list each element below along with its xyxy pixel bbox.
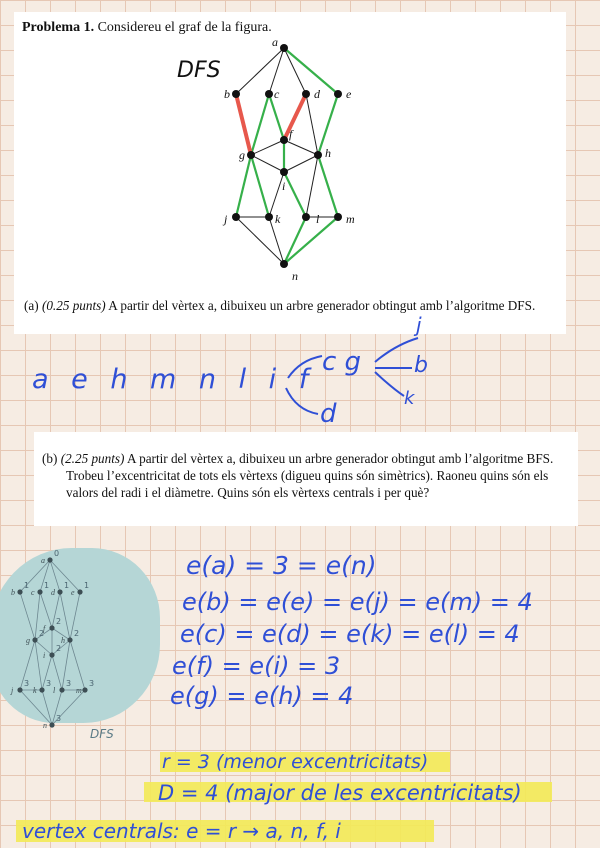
graph-node-label-j: j (224, 212, 228, 226)
problem-text: Considereu el graf de la figura. (97, 20, 272, 35)
graph-node-label-c: c (274, 87, 280, 101)
dfs-branch-b: b (414, 353, 428, 378)
graph-node-label-d: d (314, 87, 320, 101)
sketch-node-label-c: c (31, 588, 35, 597)
sketch-node-label-f: f (43, 624, 46, 633)
question-b (42, 450, 566, 501)
dfs-branch-cg: c g (322, 347, 362, 377)
graph-node-label-g: g (239, 148, 245, 162)
dfs-handwritten-note: DFS (177, 58, 221, 83)
sketch-distance-h: 2 (74, 629, 80, 638)
eccentricity-line: e(b) = e(e) = e(j) = e(m) = 4 (182, 588, 533, 616)
sketch-node-label-m: m (76, 686, 82, 695)
sketch-node-label-a: a (41, 556, 45, 565)
sketch-distance-l: 3 (66, 679, 72, 688)
sketch-distance-b: 1 (24, 581, 30, 590)
question-a-points: (0.25 punts) (41, 298, 106, 313)
sketch-distance-d: 1 (64, 581, 70, 590)
graph-node-label-i: i (282, 179, 286, 193)
graph-node-label-b: b (224, 87, 230, 101)
question-a-label: (a) (24, 298, 39, 313)
eccentricity-line: e(f) = e(i) = 3 (172, 652, 341, 680)
eccentricity-lines (170, 551, 533, 710)
graph-node-label-e: e (346, 87, 352, 101)
dfs-branch-d: d (320, 399, 337, 429)
branch-k-stroke (375, 372, 404, 396)
radius-line: r = 3 (menor excentricitats) (162, 751, 429, 773)
sketch-node-label-g: g (26, 636, 30, 645)
sketch-distance-k: 3 (46, 679, 52, 688)
sketch-distance-n: 3 (56, 714, 62, 723)
sketch-node-label-e: e (71, 588, 75, 597)
eccentricity-line: e(c) = e(d) = e(k) = e(l) = 4 (180, 620, 520, 648)
sketch-distance-g: 2 (39, 629, 45, 638)
question-b-card (34, 432, 578, 526)
problem-label: Problema 1. (22, 20, 95, 35)
branch-j-stroke (375, 338, 418, 362)
sketch-distance-m: 3 (89, 679, 95, 688)
graph-node-label-a: a (272, 35, 278, 49)
sketch-node-label-b: b (11, 588, 15, 597)
sketch-node-label-k: k (33, 686, 37, 695)
sketch-node-label-d: d (51, 588, 55, 597)
sketch-distance-a: 0 (54, 549, 60, 558)
eccentricity-line: e(a) = 3 = e(n) (186, 551, 377, 580)
sketch-distance-e: 1 (84, 581, 90, 590)
graph-node-label-l: l (316, 212, 320, 226)
sketch-distance-c: 1 (44, 581, 50, 590)
sketch-node-label-h: h (61, 636, 65, 645)
sketch-distance-i: 2 (56, 644, 62, 653)
central-line: vertex centrals: e = r → a, n, f, i (22, 819, 341, 843)
question-b-points: (2.25 punts) (60, 451, 125, 466)
eccentricity-ink (0, 538, 600, 848)
graph-node-label-n: n (292, 269, 298, 282)
graph-node-label-m: m (346, 212, 355, 226)
graph-node-label-h: h (325, 146, 331, 160)
sketch-node-label-i: i (43, 651, 46, 660)
sketch-distance-j: 3 (24, 679, 30, 688)
question-b-text: A partir del vèrtex a, dibuixeu un arbre generador obtingut amb l’algoritme BFS. Trobeu l’excentricitat de tots els vèrtexs (digueu quins són simètrics). Raoneu quins són els valors del radi i el diàmetre. Quins són els vèrtexs centrals i per què? (66, 451, 554, 500)
graph-node-label-f: f (289, 127, 293, 141)
question-a-text: A partir del vèrtex a, dibuixeu un arbre generador obtingut amb l’algoritme DFS. (108, 298, 536, 313)
dfs-sequence: a e h m n l i f (32, 364, 316, 395)
diameter-line: D = 4 (major de les excentricitats) (158, 781, 522, 805)
sketch-caption: DFS (90, 727, 114, 740)
question-b-label: (b) (42, 451, 58, 466)
sketch-distance-f: 2 (56, 617, 62, 626)
sketch-node-label-l: l (53, 686, 56, 695)
graph-node-label-k: k (275, 212, 281, 226)
dfs-branch-k: k (404, 388, 415, 409)
sketch-node-label-n: n (43, 721, 47, 730)
eccentricity-line: e(g) = e(h) = 4 (170, 682, 354, 710)
sketch-node-label-j: j (11, 686, 14, 695)
dfs-branch-j: j (416, 313, 422, 337)
